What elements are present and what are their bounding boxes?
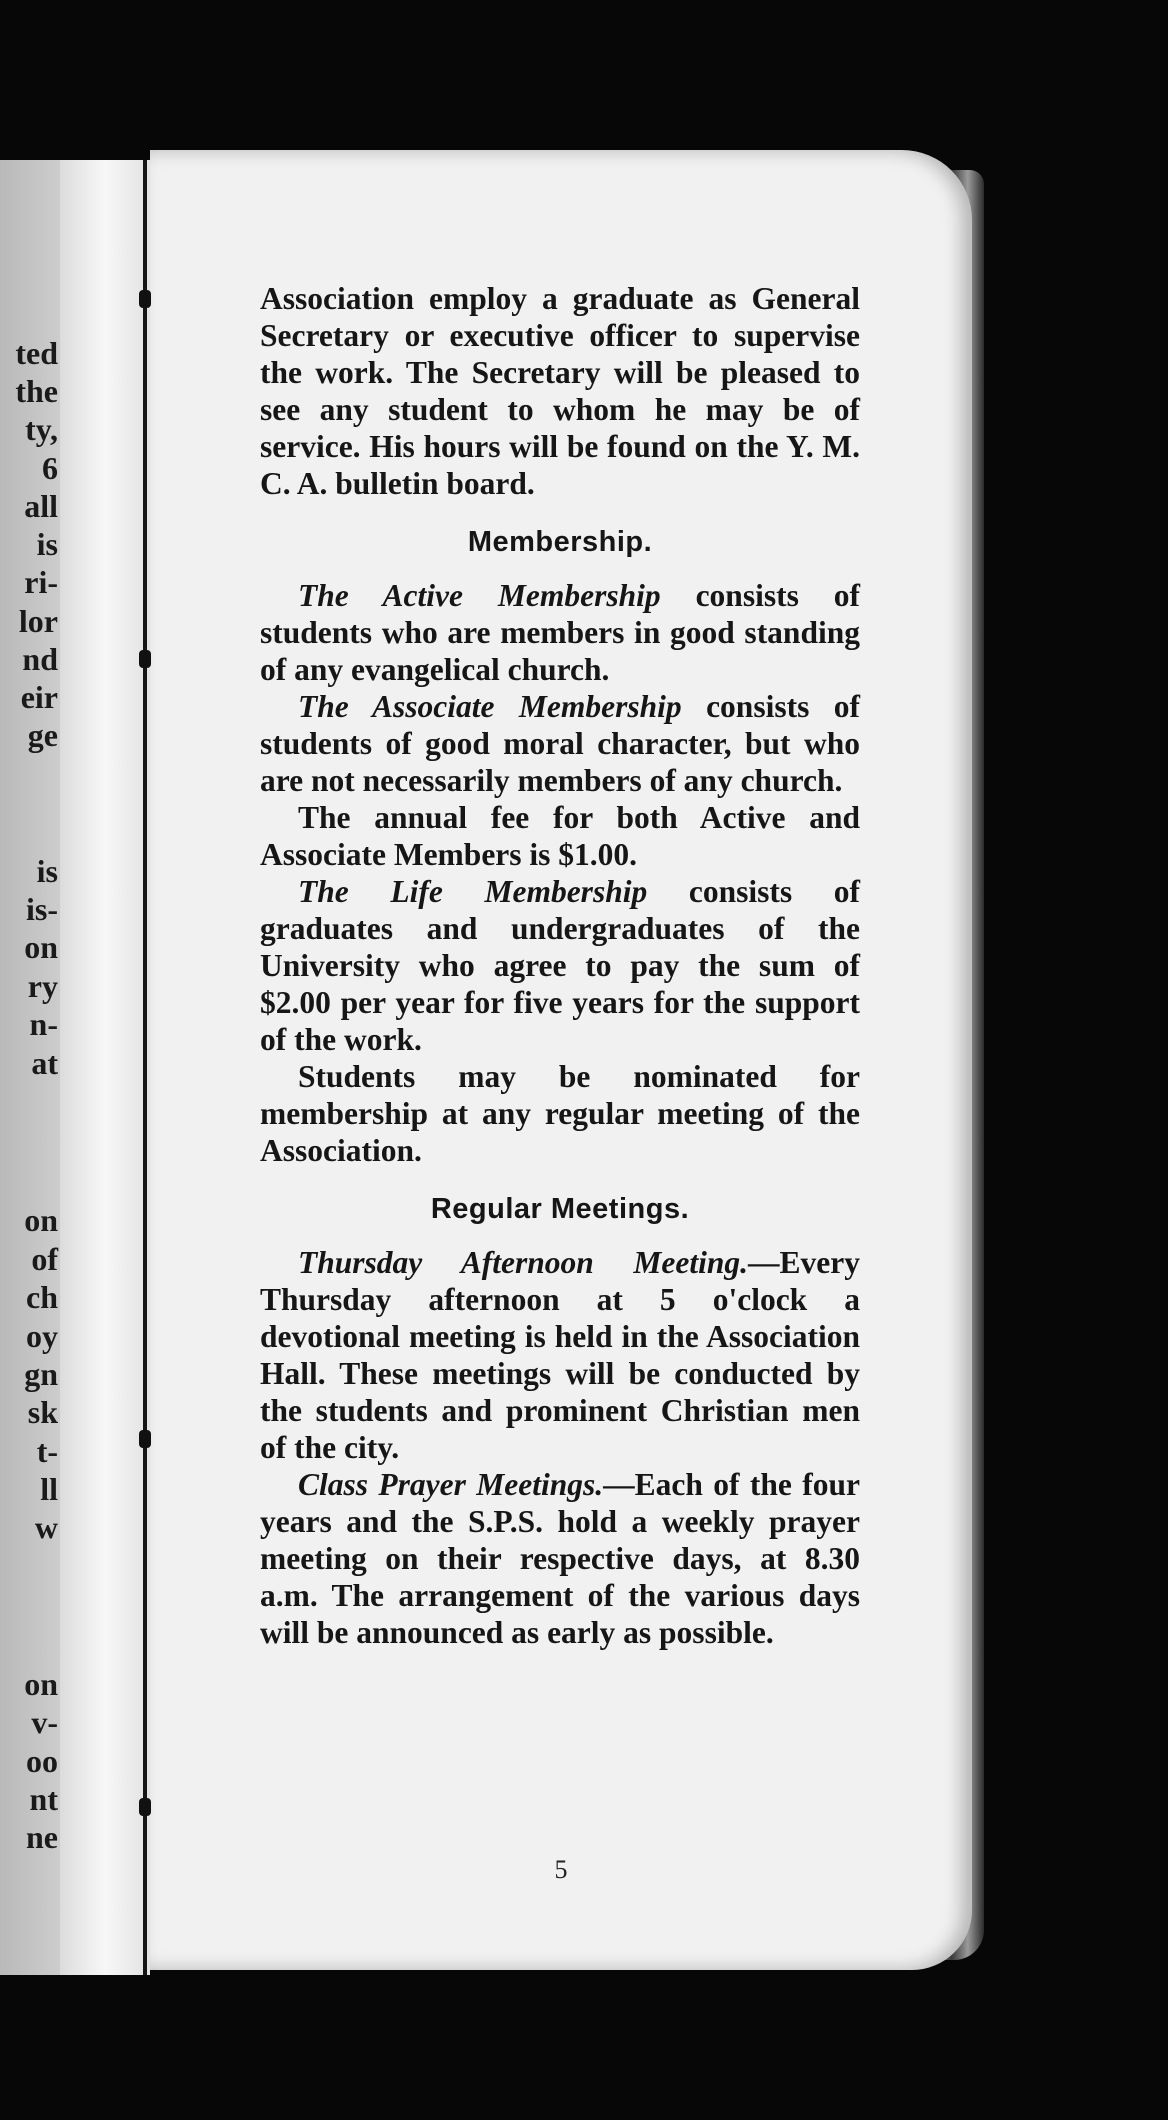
left-page-fragment: the [15, 373, 58, 409]
left-page-fragment: ch [26, 1279, 58, 1315]
left-page-fragment: on [24, 1202, 58, 1238]
left-page-fragment: nd [22, 641, 58, 677]
life-membership-paragraph [260, 873, 860, 1058]
right-page [150, 150, 972, 1970]
regular-meetings-heading: Regular Meetings. [430, 1193, 690, 1225]
left-page-fragment: at [31, 1045, 58, 1081]
thursday-meeting-term: Thursday Afternoon Meeting. [298, 1245, 749, 1280]
left-page-fragment: ri- [24, 564, 58, 600]
annual-fee-paragraph: The annual fee for both Active and Associate Members is $1.00. [260, 800, 860, 872]
life-membership-term: The Life Membership [298, 874, 648, 909]
page-number: 5 [554, 1855, 568, 1884]
class-prayer-term: Class Prayer Meetings. [298, 1467, 604, 1502]
active-membership-term: The Active Membership [298, 578, 661, 613]
page-text [260, 280, 860, 1651]
left-page-fragment: is [36, 853, 58, 889]
associate-membership-term: The Associate Membership [298, 689, 682, 724]
associate-membership-paragraph [260, 688, 860, 799]
left-page-fragment: gn [24, 1356, 58, 1392]
left-page-fragment: ry [27, 968, 58, 1004]
binding-stitch [139, 650, 151, 668]
binding-stitch [139, 1798, 151, 1816]
left-page-fragment: of [31, 1241, 58, 1277]
left-page-fragment: ge [27, 717, 58, 753]
associate-membership-text: consists of students of good moral character, but who are not necessarily members of any church. [260, 689, 860, 798]
left-page-fragment: on [24, 1666, 58, 1702]
left-page-fragment: oo [26, 1743, 58, 1779]
spine-line [143, 160, 147, 1975]
left-page-fragment: all [24, 488, 58, 524]
life-membership-text: consists of graduates and undergraduates of the University who agree to pay the sum of $2.00 per year for five years for the support of the work. [260, 874, 860, 1057]
left-page-fragment: ty, [25, 411, 58, 447]
left-page-fragment: sk [27, 1394, 58, 1430]
left-page-fragment: eir [20, 679, 58, 715]
left-page-fragment: nt [29, 1781, 58, 1817]
left-page-fragment: 6 [42, 450, 58, 486]
active-membership-paragraph [260, 577, 860, 688]
membership-heading: Membership. [467, 526, 653, 558]
left-page-fragment: is [36, 526, 58, 562]
binding-stitch [139, 1430, 151, 1448]
left-page-fragment: v- [31, 1704, 58, 1740]
left-page-fragment: ll [40, 1471, 58, 1507]
left-page-fragment: ne [26, 1819, 58, 1855]
left-page-fragment: w [34, 1509, 58, 1545]
binding-stitch [139, 290, 151, 308]
thursday-meeting-text: —Every Thursday afternoon at 5 o'clock a devotional meeting is held in the Association Hall. These meetings will be conducted by the students and prominent Christian men of the city. [260, 1245, 860, 1465]
left-page-fragment: t- [36, 1433, 58, 1469]
left-page-fragment: is- [26, 891, 58, 927]
nomination-paragraph: Students may be nominated for membership at any regular meeting of the Association. [260, 1059, 860, 1168]
class-prayer-paragraph [260, 1466, 860, 1651]
left-page-fragment: ted [15, 335, 58, 371]
thursday-meeting-paragraph [260, 1244, 860, 1466]
intro-paragraph: Association employ a graduate as General Secretary or executive officer to supervise the work. The Secretary will be pleased to see any student to whom he may be of service. His hours will be found on the Y. M. C. A. bulletin board. [260, 281, 860, 501]
left-page-fragment: on [24, 929, 58, 965]
active-membership-text: consists of students who are members in good standing of any evangelical church. [260, 578, 860, 687]
left-page-fragment: lor [18, 603, 58, 639]
left-page-fragment: n- [29, 1006, 58, 1042]
left-page-fragment: oy [26, 1318, 58, 1354]
class-prayer-text: —Each of the four years and the S.P.S. hold a weekly prayer meeting on their respective days, at 8.30 a.m. The arrangement of the various days will be announced as early as possible. [260, 1467, 860, 1650]
book-gutter [60, 160, 150, 1975]
